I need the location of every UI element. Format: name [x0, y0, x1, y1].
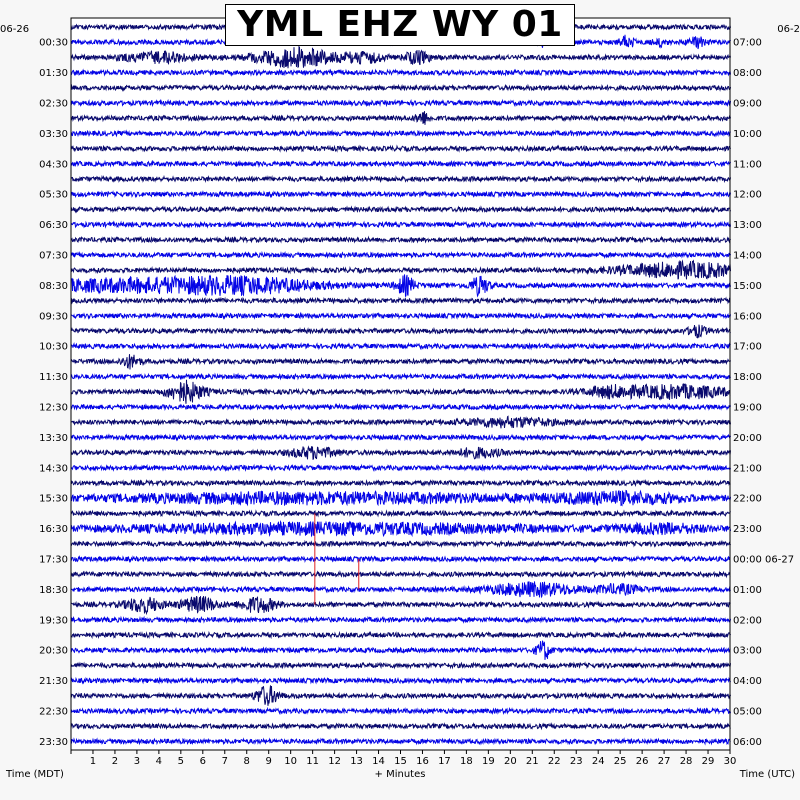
left-time-label: 13:30: [39, 432, 68, 444]
right-time-label: 09:00: [733, 98, 762, 110]
left-time-label: 03:30: [39, 128, 68, 140]
x-tick-label: 26: [635, 756, 649, 767]
right-time-label: 16:00: [733, 311, 762, 323]
title-box: [225, 4, 575, 46]
x-tick-label: 30: [723, 756, 737, 767]
right-time-label: 11:00: [733, 159, 762, 171]
left-axis-label: Time (MDT): [6, 769, 64, 780]
x-tick-label: 21: [525, 756, 539, 767]
right-time-label: 20:00: [733, 432, 762, 444]
left-time-label: 08:30: [39, 280, 68, 292]
right-axis-label: Time (UTC): [739, 769, 795, 780]
x-tick-label: 23: [569, 756, 583, 767]
x-tick-label: 29: [701, 756, 715, 767]
left-time-label: 21:30: [39, 676, 68, 688]
right-time-label: 07:00: [733, 37, 762, 49]
x-tick-label: 3: [133, 756, 141, 767]
x-tick-label: 5: [177, 756, 185, 767]
left-time-label: 01:30: [39, 68, 68, 80]
right-time-label: 00:00 06-27: [733, 554, 795, 566]
x-tick-label: 4: [155, 756, 163, 767]
left-date-label: 06-26: [0, 24, 30, 35]
x-tick-label: 9: [265, 756, 272, 767]
x-tick-label: 25: [613, 756, 627, 767]
left-time-label: 22:30: [39, 706, 68, 718]
left-time-label: 05:30: [39, 189, 68, 201]
right-time-label: 06:00: [733, 736, 762, 748]
left-time-label: 00:30: [39, 37, 68, 49]
x-tick-label: 10: [284, 756, 298, 767]
right-time-label: 05:00: [733, 706, 762, 718]
x-tick-label: 8: [243, 756, 250, 767]
left-time-label: 17:30: [39, 554, 68, 566]
x-tick-label: 19: [481, 756, 495, 767]
left-time-labels: [39, 38, 68, 748]
x-axis-ticks: [71, 750, 736, 767]
right-time-label: 08:00: [733, 68, 762, 80]
left-time-label: 10:30: [39, 341, 68, 353]
x-tick-label: 12: [328, 756, 341, 767]
plot-area: [71, 18, 730, 750]
x-tick-label: 7: [221, 756, 228, 767]
x-tick-label: 13: [350, 756, 363, 767]
x-tick-label: 6: [199, 756, 206, 767]
left-time-label: 15:30: [39, 493, 68, 505]
left-time-label: 23:30: [39, 736, 68, 748]
right-time-label: 02:00: [733, 615, 762, 627]
left-time-label: 07:30: [39, 250, 68, 262]
x-tick-label: 20: [503, 756, 517, 767]
left-time-label: 19:30: [39, 615, 68, 627]
right-date-label: 06-2: [777, 24, 800, 35]
left-time-label: 16:30: [39, 524, 68, 536]
right-time-label: 10:00: [733, 128, 762, 140]
x-tick-label: 16: [416, 756, 429, 767]
left-time-label: 06:30: [39, 220, 68, 232]
right-time-label: 21:00: [733, 463, 762, 475]
right-time-label: 22:00: [733, 493, 762, 505]
x-tick-label: 1: [89, 756, 97, 767]
x-tick-label: 17: [438, 756, 451, 767]
left-time-label: 18:30: [39, 584, 68, 596]
right-time-label: 04:00: [733, 676, 762, 688]
x-tick-label: 27: [657, 756, 671, 767]
right-time-label: 12:00: [733, 189, 762, 201]
left-time-label: 12:30: [39, 402, 68, 414]
left-time-label: 09:30: [39, 311, 68, 323]
x-axis-label: + Minutes: [374, 769, 426, 780]
left-time-label: 20:30: [39, 645, 68, 657]
right-time-label: 14:00: [733, 250, 762, 262]
right-time-label: 18:00: [733, 372, 762, 384]
x-tick-label: 22: [547, 756, 561, 767]
x-tick-label: 2: [111, 756, 119, 767]
x-tick-label: 11: [306, 756, 320, 767]
x-tick-label: 15: [394, 756, 407, 767]
right-time-label: 03:00: [733, 645, 762, 657]
right-time-labels: [733, 38, 794, 748]
chart-title: YML EHZ WY 01: [237, 4, 563, 45]
x-tick-label: 14: [372, 756, 385, 767]
right-time-label: 13:00: [733, 220, 762, 232]
right-time-label: 15:00: [733, 280, 762, 292]
x-tick-label: 28: [679, 756, 693, 767]
x-tick-label: 18: [460, 756, 473, 767]
left-time-label: 04:30: [39, 159, 68, 171]
x-tick-label: 24: [591, 756, 605, 767]
left-time-label: 02:30: [39, 98, 68, 110]
right-time-label: 23:00: [733, 524, 762, 536]
right-time-label: 19:00: [733, 402, 762, 414]
right-time-label: 17:00: [733, 341, 762, 353]
left-time-label: 14:30: [39, 463, 68, 475]
right-time-label: 01:00: [733, 584, 762, 596]
left-time-label: 11:30: [39, 372, 68, 384]
